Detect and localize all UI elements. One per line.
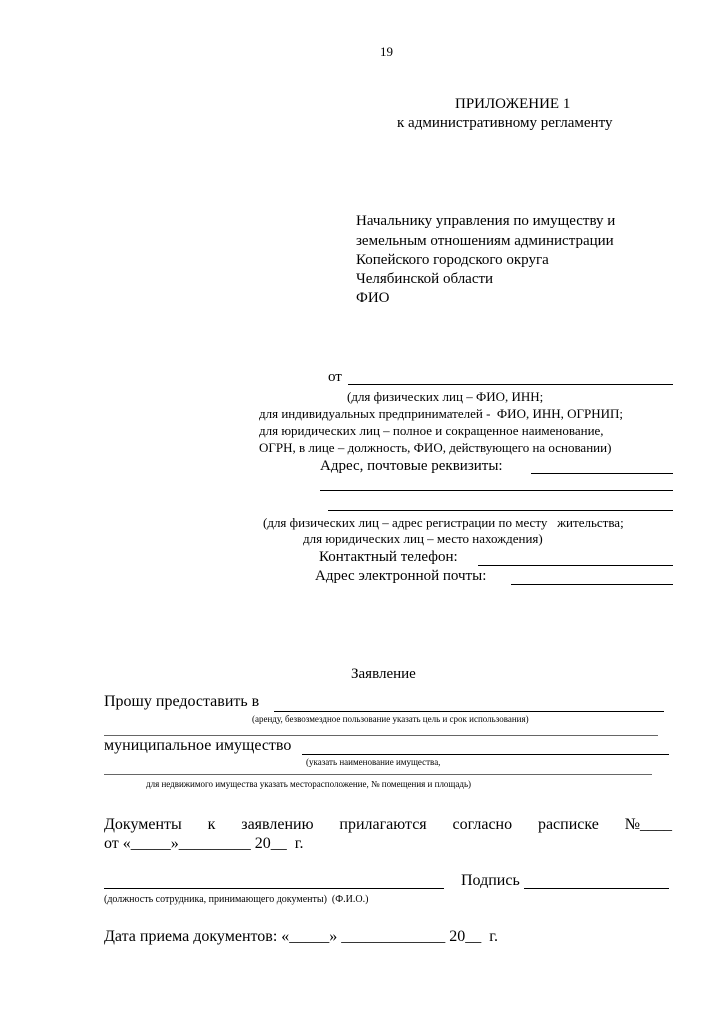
documents-word: расписке: [537, 816, 599, 833]
applicant-hint-1: (для физических лиц – ФИО, ИНН;: [347, 389, 544, 404]
appendix-subtitle: к административному регламенту: [397, 115, 613, 131]
documents-word: согласно: [452, 816, 513, 833]
employee-field-line[interactable]: [104, 888, 444, 889]
documents-date-line[interactable]: от «_____»_________ 20__ г.: [104, 835, 304, 852]
statement-title: Заявление: [351, 666, 416, 682]
property-hint-2: для недвижимого имущества указать месторасположение, № помещения и площадь): [146, 779, 472, 789]
applicant-hint-3: для юридических лиц – полное и сокращенное наименование,: [259, 423, 604, 438]
applicant-hint-4: ОГРН, в лице – должность, ФИО, действующего на основании): [259, 440, 612, 455]
phone-label: Контактный телефон:: [319, 549, 458, 565]
email-field-line[interactable]: [511, 584, 673, 585]
address-field-line-2[interactable]: [320, 490, 673, 491]
email-label: Адрес электронной почты:: [315, 568, 487, 584]
documents-word: заявлению: [241, 816, 314, 833]
from-label: от: [328, 369, 342, 385]
request-field-line[interactable]: [274, 711, 664, 712]
phone-field-line[interactable]: [478, 565, 673, 566]
property-continuation-line[interactable]: [104, 774, 652, 775]
address-hint-1: (для физических лиц – адрес регистрации по месту жительства;: [263, 515, 624, 530]
request-continuation-line[interactable]: [104, 735, 658, 736]
request-label: Прошу предоставить в: [104, 693, 260, 710]
property-hint-1: (указать наименование имущества,: [306, 757, 441, 767]
address-field-line-3[interactable]: [328, 510, 673, 511]
from-field-line[interactable]: [348, 384, 673, 385]
addressee-line-3: Копейского городского округа: [356, 252, 549, 268]
addressee-line-4: Челябинской области: [356, 271, 494, 287]
documents-word: Документы: [104, 816, 182, 833]
addressee-line-1: Начальнику управления по имуществу и: [356, 213, 616, 229]
addressee-line-2: земельным отношениям администрации: [356, 233, 614, 249]
address-hint-2: для юридических лиц – место нахождения): [303, 531, 543, 546]
property-label: муниципальное имущество: [104, 737, 292, 754]
request-hint: (аренду, безвозмездное пользование указать цель и срок использования): [252, 714, 529, 724]
addressee-line-5: ФИО: [356, 290, 390, 306]
documents-line: [104, 817, 672, 833]
documents-word: прилагаются: [339, 816, 427, 833]
page-number: 19: [380, 44, 393, 59]
documents-word: к: [207, 816, 216, 833]
documents-receipt-number[interactable]: №____: [624, 816, 672, 833]
appendix-title: ПРИЛОЖЕНИЕ 1: [455, 96, 571, 112]
address-field-line-1[interactable]: [531, 473, 673, 474]
applicant-hint-2: для индивидуальных предпринимателей - ФИО, ИНН, ОГРНИП;: [259, 406, 624, 421]
signature-label: Подпись: [461, 872, 520, 889]
address-label: Адрес, почтовые реквизиты:: [320, 458, 503, 474]
signature-field-line[interactable]: [524, 888, 669, 889]
signature-hint: (должность сотрудника, принимающего документы) (Ф.И.О.): [104, 894, 369, 905]
property-field-line[interactable]: [302, 754, 669, 755]
reception-date-line[interactable]: Дата приема документов: «_____» _____________ 20__ г.: [104, 928, 499, 945]
